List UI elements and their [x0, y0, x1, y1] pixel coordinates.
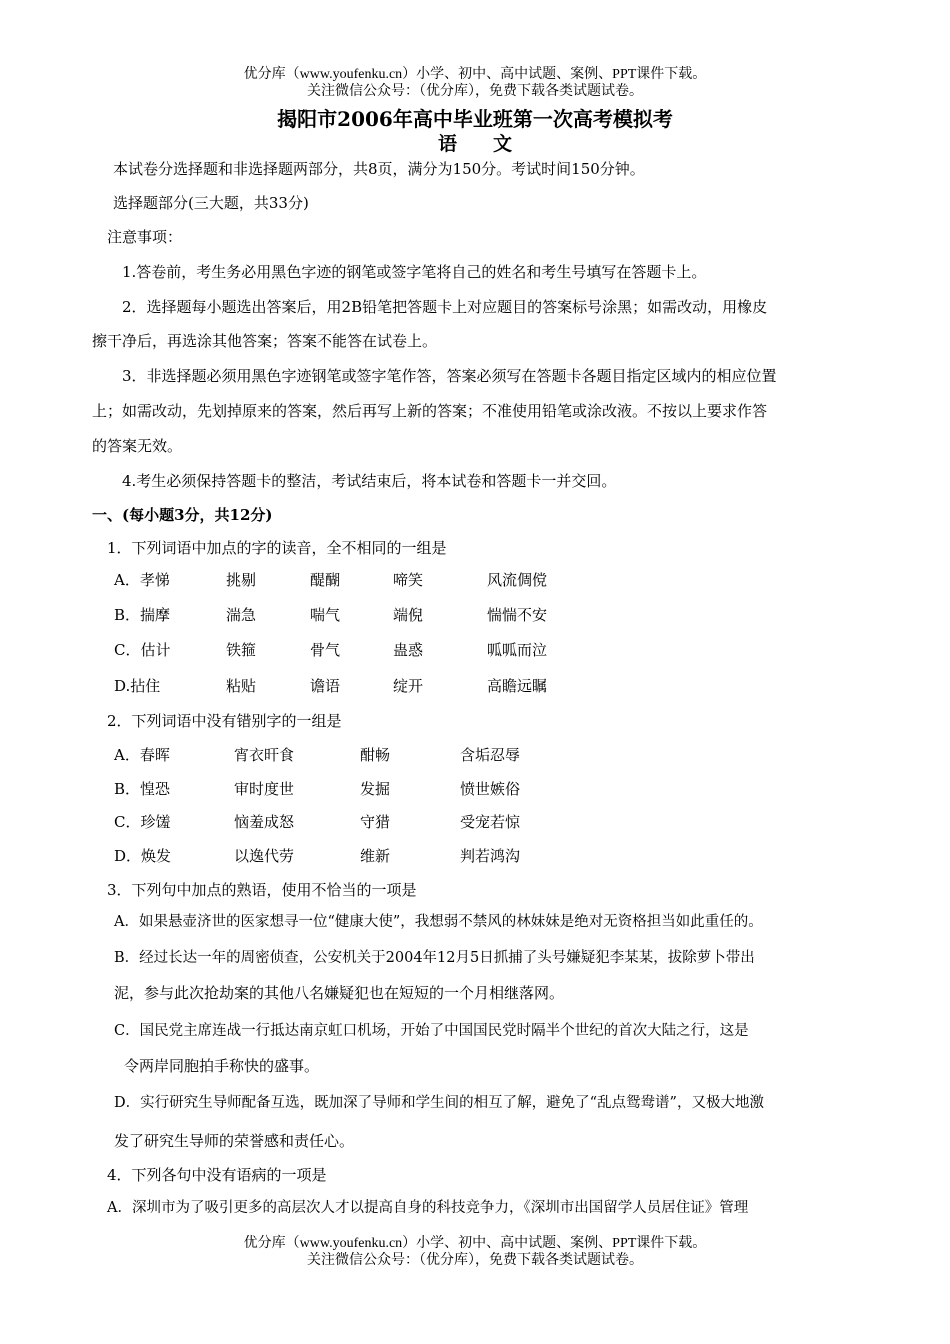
notice-item-4: 4.考生必须保持答题卡的整洁，考试结束后，将本试卷和答题卡一并交回。	[122, 472, 617, 490]
notice-item-1: 1.答卷前，考生务必用黑色字迹的钢笔或签字笔将自己的姓名和考生号填写在答题卡上。	[122, 263, 707, 281]
q3-option-c-line-2: 令两岸同胞拍手称快的盛事。	[124, 1057, 320, 1075]
notice-item-2a: 2．选择题每小题选出答案后，用2B铅笔把答题卡上对应题目的答案标号涂黑；如需改动，用橡皮	[122, 298, 768, 316]
notice-label: 注意事项：	[107, 228, 183, 246]
q1-b-5: 惴惴不安	[487, 606, 548, 624]
exam-title: 揭阳市2006年高中毕业班第一次高考模拟考	[277, 107, 673, 131]
q1-d-4: 绽开	[393, 677, 424, 695]
q1-d-2: 粘贴	[226, 677, 257, 695]
q1-b-3: 喘气	[310, 606, 341, 624]
q1-c-3: 骨气	[310, 641, 341, 659]
exam-subject: 语文	[437, 133, 548, 155]
q1-c-5: 呱呱而泣	[487, 641, 548, 659]
section-1-heading: 一、(每小题3分，共12分)	[92, 506, 273, 524]
q2-a-4: 含垢忍辱	[460, 746, 521, 764]
q1-d-3: 谵语	[310, 677, 341, 695]
q1-a-1: A．孝悌	[114, 571, 170, 589]
footer-line-1: 优分库（www.youfenku.cn）小学、初中、高中试题、案例、PPT课件下载。	[243, 1236, 707, 1251]
notice-item-3a: 3．非选择题必须用黑色字迹钢笔或签字笔作答，答案必须写在答题卡各题目指定区域内的相应位置	[122, 367, 777, 385]
q3-option-b-line-2: 泥，参与此次抢劫案的其他八名嫌疑犯也在短短的一个月相继落网。	[114, 984, 565, 1002]
q1-b-4: 端倪	[393, 606, 424, 624]
q1-d-1: D.拈住	[114, 677, 161, 695]
q2-a-1: A．春晖	[114, 746, 170, 764]
notice-item-3c: 的答案无效。	[92, 437, 183, 455]
q4-option-a-line-1: A．深圳市为了吸引更多的高层次人才以提高自身的科技竞争力，《深圳市出国留学人员居住证》管理	[107, 1200, 749, 1216]
intro-paragraph-2: 选择题部分(三大题，共33分)	[113, 194, 309, 212]
q3-stem: 3．下列句中加点的熟语，使用不恰当的一项是	[107, 881, 417, 899]
q2-c-2: 恼羞成怒	[234, 813, 295, 831]
q2-b-4: 愤世嫉俗	[460, 780, 521, 798]
q1-c-2: 铁箍	[226, 641, 257, 659]
q2-a-2: 宵衣旰食	[234, 746, 295, 764]
q1-a-2: 挑剔	[226, 571, 257, 589]
q1-b-2: 湍急	[226, 606, 257, 624]
q1-b-1: B．揣摩	[114, 606, 171, 624]
q1-a-3: 醍醐	[310, 571, 341, 589]
q2-c-1: C．珍馐	[114, 813, 171, 831]
q2-d-4: 判若鸿沟	[460, 847, 521, 865]
q2-stem: 2．下列词语中没有错别字的一组是	[107, 712, 342, 730]
q3-option-a: A．如果悬壶济世的医家想寻一位“健康大使”，我想弱不禁风的林妹妹是绝对无资格担当如此重任的。	[114, 914, 763, 930]
q2-b-2: 审时度世	[234, 780, 295, 798]
q2-c-3: 守猎	[360, 813, 391, 831]
q2-d-2: 以逸代劳	[234, 847, 295, 865]
q1-a-5: 风流倜傥	[487, 571, 548, 589]
q2-d-1: D．焕发	[114, 847, 172, 865]
q3-option-b-line-1: B．经过长达一年的周密侦查，公安机关于2004年12月5日抓捕了头号嫌疑犯李某某，拔除萝卜带出	[114, 950, 755, 966]
q3-option-d-line-1: D．实行研究生导师配备互选，既加深了导师和学生间的相互了解，避免了“乱点鸳鸯谱”，又极大地激	[114, 1095, 764, 1111]
q2-c-4: 受宠若惊	[460, 813, 521, 831]
q1-stem: 1．下列词语中加点的字的读音，全不相同的一组是	[107, 539, 447, 557]
notice-item-3b: 上；如需改动，先划掉原来的答案，然后再写上新的答案；不准使用铅笔或涂改液。不按以上要求作答	[92, 402, 768, 420]
q2-b-1: B．惶恐	[114, 780, 171, 798]
q1-a-4: 啼笑	[393, 571, 424, 589]
q1-c-4: 蛊惑	[393, 641, 424, 659]
footer-line-2: 关注微信公众号：（优分库），免费下载各类试题试卷。	[307, 1253, 643, 1268]
q3-option-d-line-2: 发了研究生导师的荣誉感和责任心。	[114, 1132, 355, 1150]
q4-stem: 4．下列各句中没有语病的一项是	[107, 1166, 327, 1184]
header-line-1: 优分库（www.youfenku.cn）小学、初中、高中试题、案例、PPT课件下载。	[243, 67, 707, 82]
q2-a-3: 酣畅	[360, 746, 391, 764]
notice-item-2b: 擦干净后，再选涂其他答案；答案不能答在试卷上。	[92, 332, 438, 350]
intro-paragraph-1: 本试卷分选择题和非选择题两部分，共8页，满分为150分。考试时间150分钟。	[113, 160, 645, 178]
q2-d-3: 维新	[360, 847, 391, 865]
q1-d-5: 高瞻远瞩	[487, 677, 548, 695]
header-line-2: 关注微信公众号：（优分库），免费下载各类试题试卷。	[307, 84, 643, 99]
q2-b-3: 发掘	[360, 780, 391, 798]
q3-option-c-line-1: C．国民党主席连战一行抵达南京虹口机场，开始了中国国民党时隔半个世纪的首次大陆之行，这是	[114, 1023, 749, 1039]
q1-c-1: C．估计	[114, 641, 171, 659]
